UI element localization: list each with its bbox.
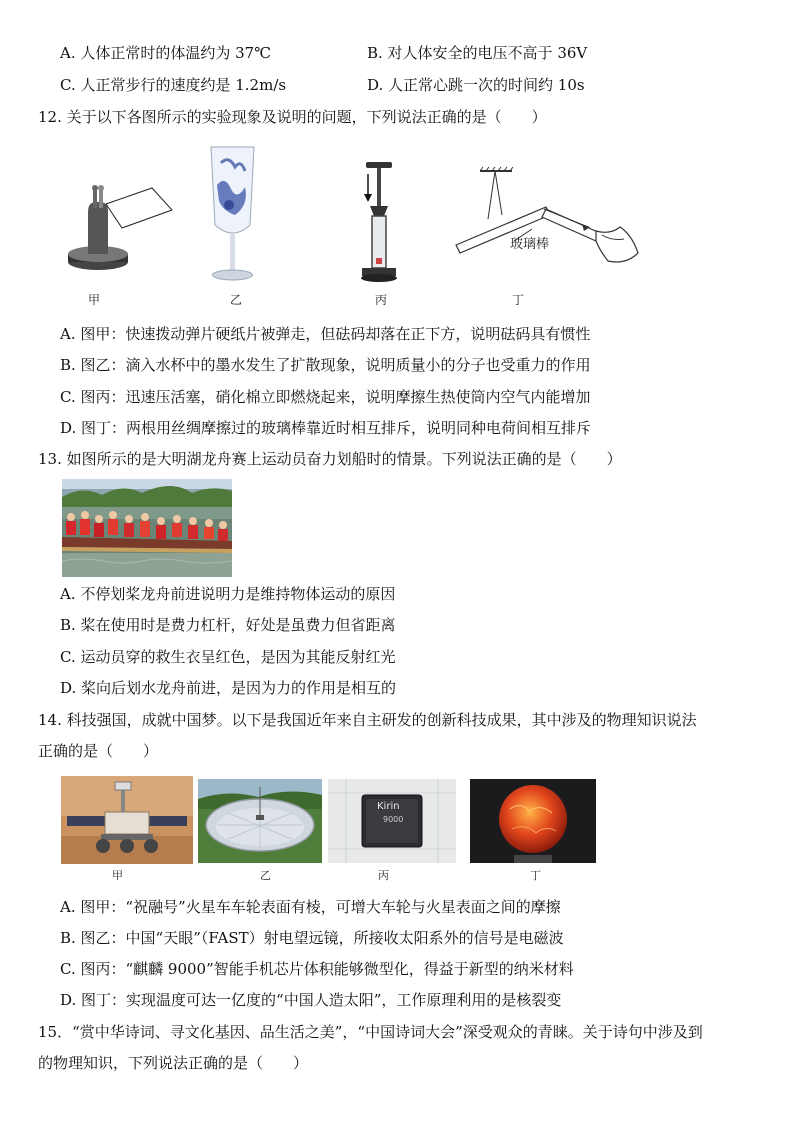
photo-jia-caption: 甲 xyxy=(112,869,123,882)
photo-yi-caption: 乙 xyxy=(260,869,271,882)
fast-telescope-photo xyxy=(198,779,322,863)
figure-bing-caption: 丙 xyxy=(375,293,388,307)
kirin-chip-model: 9000 xyxy=(383,815,404,824)
q15-stem-line2: 的物理知识，下列说法正确的是（ ） xyxy=(38,1054,309,1072)
q14-option-d: D. 图丁：实现温度可达一亿度的“中国人造太阳”，工作原理利用的是核裂变 xyxy=(60,991,562,1009)
q12-option-d: D. 图丁：两根用丝绸摩擦过的玻璃棒靠近时相互排斥，说明同种电荷间相互排斥 xyxy=(60,419,592,437)
q11-option-d: D. 人正常心跳一次的时间约 10s xyxy=(367,76,585,94)
figure-jia-caption: 甲 xyxy=(88,293,101,307)
figure-bing-compression-tube xyxy=(358,160,403,285)
q14-stem-line1: 14. 科技强国，成就中国梦。以下是我国近年来自主研发的创新科技成果，其中涉及的物理知识说法 xyxy=(38,711,697,729)
q13-option-a: A. 不停划桨龙舟前进说明力是维持物体运动的原因 xyxy=(60,585,396,603)
q12-option-b: B. 图乙：滴入水杯中的墨水发生了扩散现象，说明质量小的分子也受重力的作用 xyxy=(60,356,591,374)
q13-option-b: B. 桨在使用时是费力杠杆，好处是虽费力但省距离 xyxy=(60,616,396,634)
artificial-sun-photo xyxy=(470,779,596,863)
dragon-boat-photo xyxy=(62,479,232,577)
zhurong-rover-photo xyxy=(61,776,193,864)
figure-yi-ink-glass xyxy=(205,145,260,285)
q13-option-d: D. 桨向后划水龙舟前进，是因为力的作用是相互的 xyxy=(60,679,397,697)
figure-jia-inertia-apparatus xyxy=(62,182,182,274)
q12-stem: 12. 关于以下各图所示的实验现象及说明的问题，下列说法正确的是（ ） xyxy=(38,108,547,126)
q11-option-a: A. 人体正常时的体温约为 37℃ xyxy=(60,44,272,62)
q13-stem: 13. 如图所示的是大明湖龙舟赛上运动员奋力划船时的情景。下列说法正确的是（ ） xyxy=(38,450,622,468)
glass-rod-label: 玻璃棒 xyxy=(510,237,550,252)
q14-stem-line2: 正确的是（ ） xyxy=(38,742,159,760)
q14-option-a: A. 图甲：“祝融号”火星车车轮表面有棱，可增大车轮与火星表面之间的摩擦 xyxy=(60,898,561,916)
figure-yi-caption: 乙 xyxy=(230,293,243,307)
q12-option-c: C. 图丙：迅速压活塞，硝化棉立即燃烧起来，说明摩擦生热使筒内空气内能增加 xyxy=(60,388,591,406)
kirin-chip-brand: Kirin xyxy=(377,801,400,812)
q13-option-c: C. 运动员穿的救生衣呈红色，是因为其能反射红光 xyxy=(60,648,396,666)
q15-stem-line1: 15．“赏中华诗词、寻文化基因、品生活之美”，“中国诗词大会”深受观众的青睐。关于诗句中涉及到 xyxy=(38,1023,703,1041)
q11-option-b: B. 对人体安全的电压不高于 36V xyxy=(367,44,588,62)
figure-ding-caption: 丁 xyxy=(512,293,525,307)
photo-bing-caption: 丙 xyxy=(378,869,389,882)
figure-ding-glass-rods xyxy=(450,165,645,285)
photo-ding-caption: 丁 xyxy=(530,869,541,882)
q11-option-c: C. 人正常步行的速度约是 1.2m/s xyxy=(60,76,287,94)
q14-option-c: C. 图丙：“麒麟 9000”智能手机芯片体积能够微型化，得益于新型的纳米材料 xyxy=(60,960,574,978)
q12-option-a: A. 图甲：快速拨动弹片硬纸片被弹走，但砝码却落在正下方，说明砝码具有惯性 xyxy=(60,325,591,343)
q14-option-b: B. 图乙：中国“天眼”（FAST）射电望远镜，所接收太阳系外的信号是电磁波 xyxy=(60,929,564,947)
